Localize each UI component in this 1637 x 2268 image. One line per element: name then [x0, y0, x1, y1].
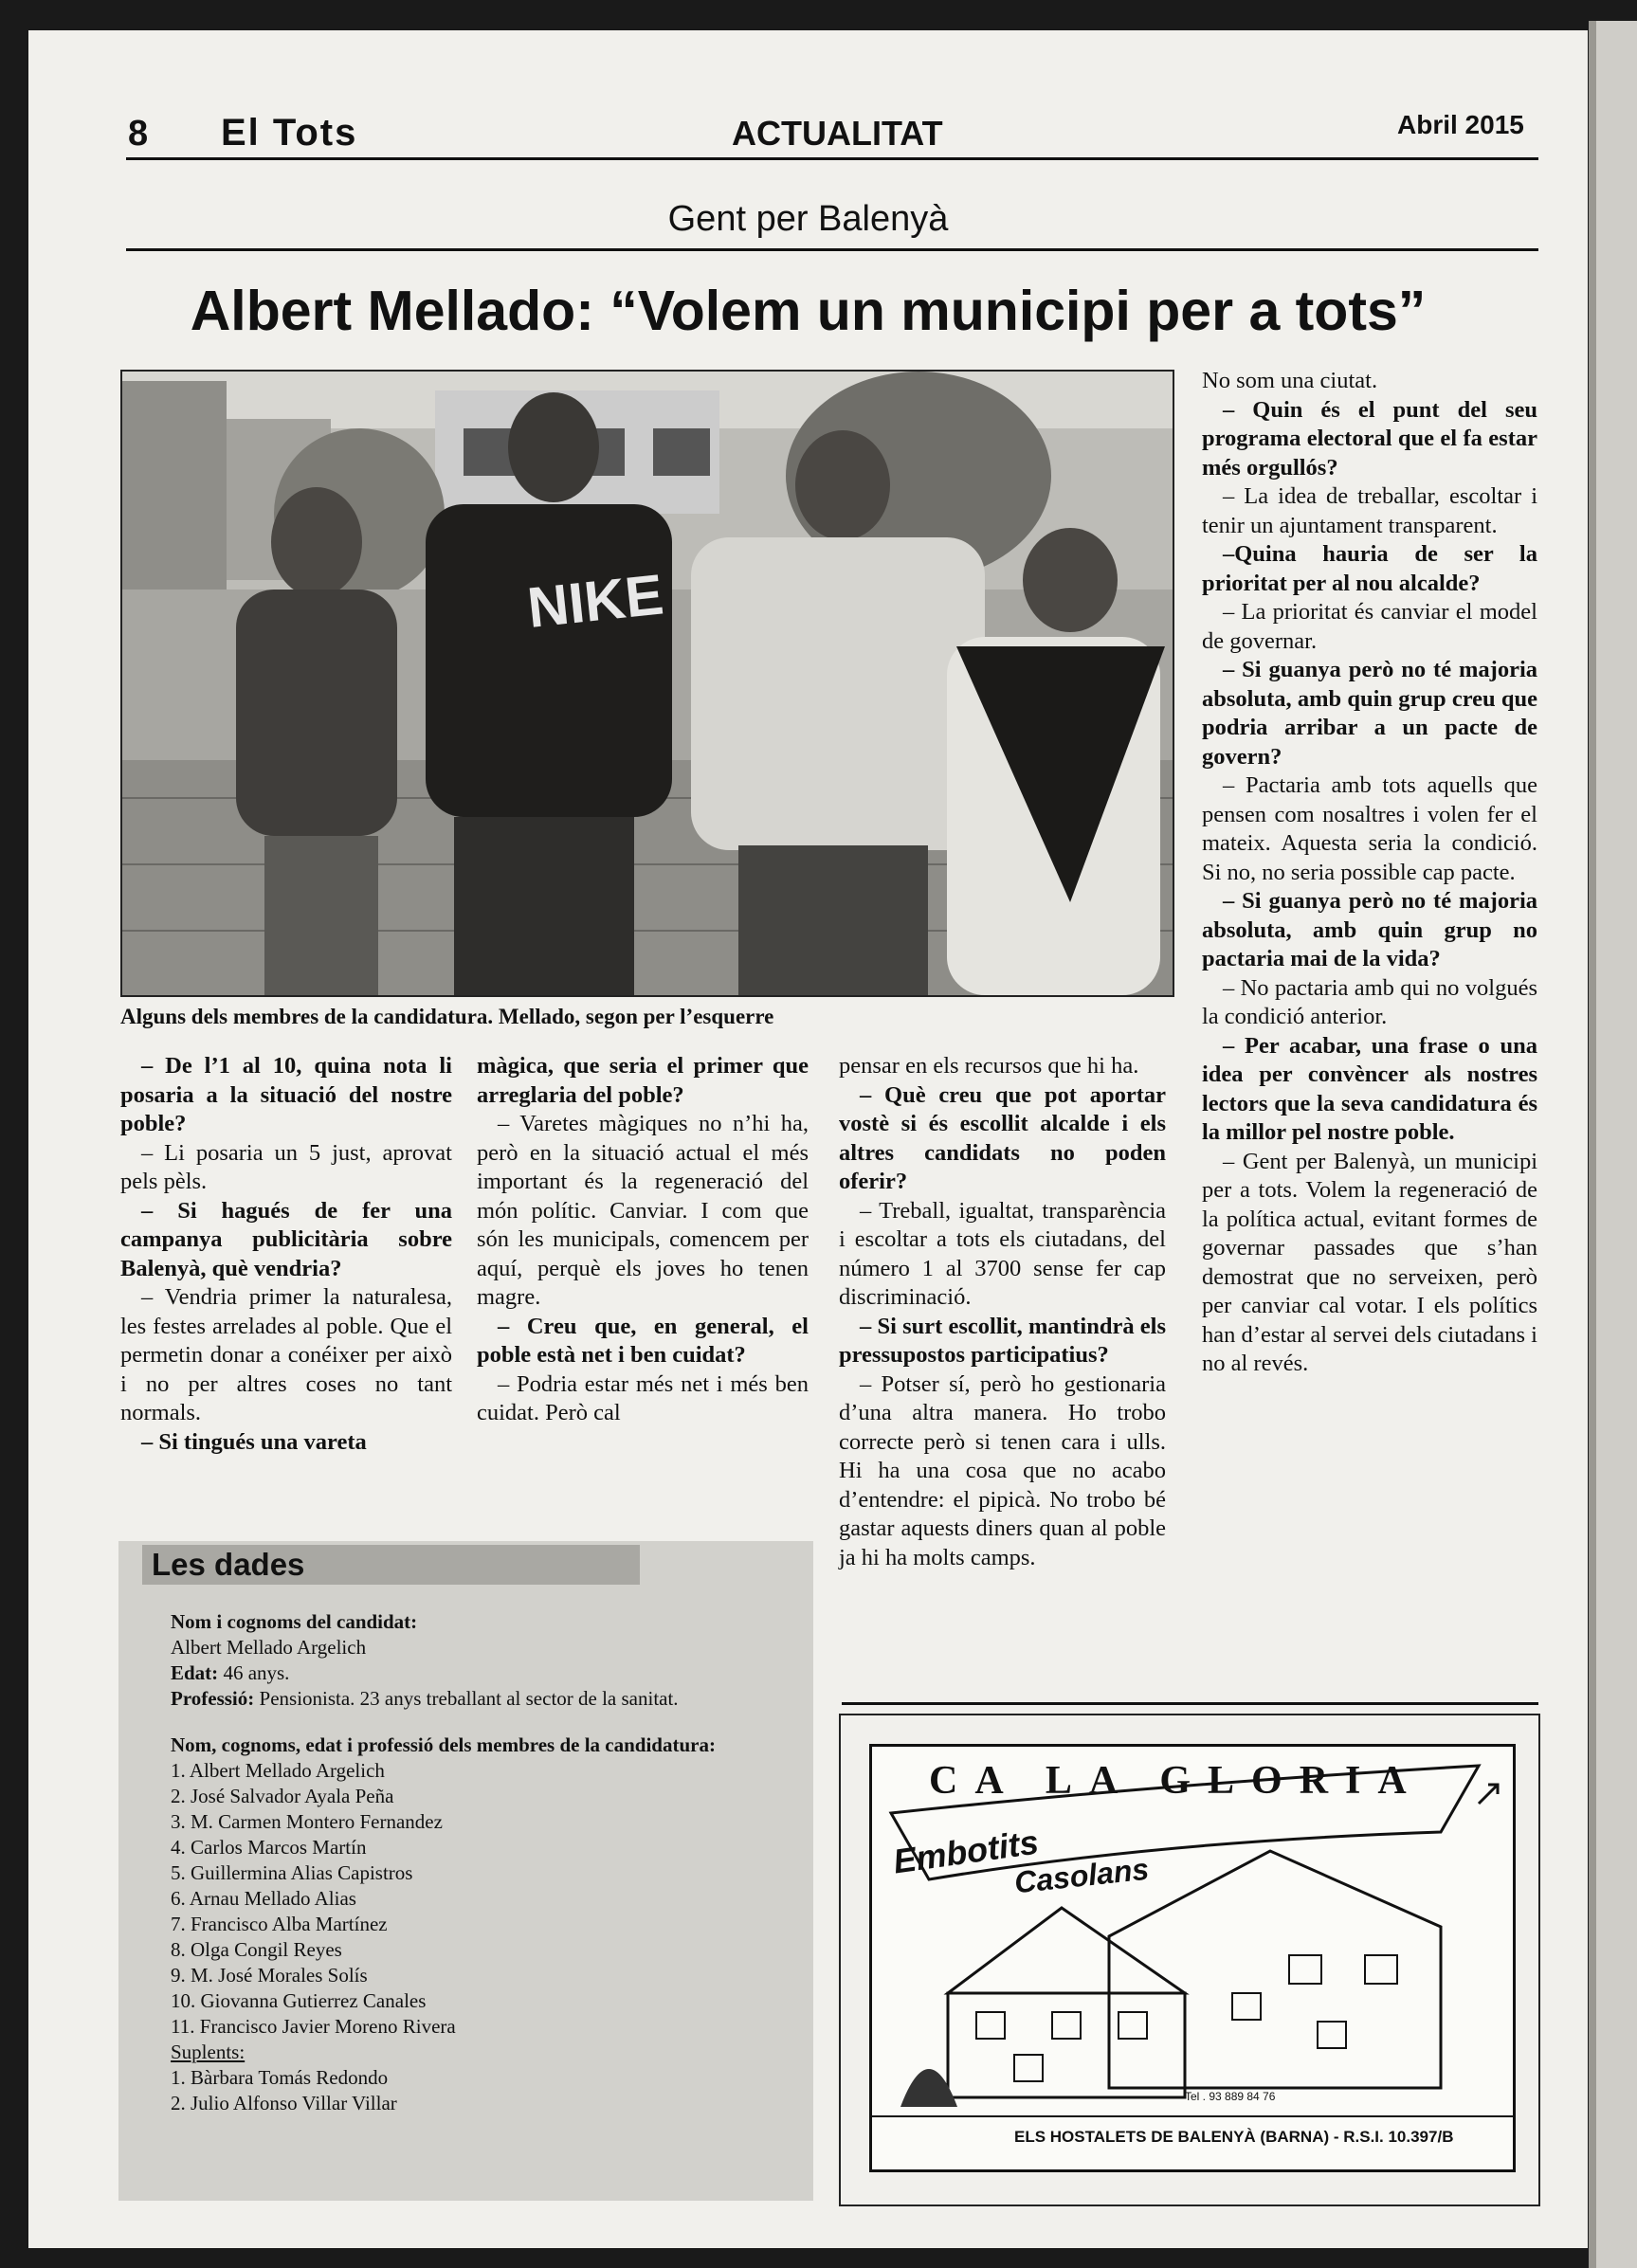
list-item: 2. Julio Alfonso Villar Villar	[171, 2092, 397, 2114]
substitutes-label: Suplents:	[171, 2041, 246, 2063]
answer: – La idea de treballar, escoltar i tenir un ajuntament transparent.	[1202, 483, 1537, 538]
party-subheader: Gent per Balenyà	[667, 199, 949, 239]
question: –Quina hauria de ser la prioritat per al nou alcalde?	[1202, 541, 1537, 596]
age-value: 46 anys.	[223, 1661, 290, 1684]
answer: – Podria estar més net i més ben cuidat. Però cal	[477, 1370, 809, 1425]
ad-telephone: Tel . 93 889 84 76	[1185, 2090, 1276, 2103]
candidate-name-label: Nom i cognoms del candidat:	[171, 1610, 418, 1633]
question: – Si surt escollit, mantindrà els pressupostos participatius?	[839, 1313, 1166, 1368]
question: – De l’1 al 10, quina nota li posaria a la situació del nostre poble?	[120, 1053, 452, 1136]
question: – Si guanya però no té majoria absoluta, amb quin grup no pactaria mai de la vida?	[1202, 888, 1537, 971]
data-box-body	[171, 1609, 716, 2116]
profession-label: Professió:	[171, 1687, 255, 1710]
photo-caption: Alguns dels membres de la candidatura. Mellado, segon per l’esquerre	[120, 1005, 774, 1028]
data-box-title-bar	[142, 1545, 640, 1585]
question: – Si guanya però no té majoria absoluta, amb quin grup creu que podria arribar a un pacte de govern?	[1202, 657, 1537, 770]
advertisement	[839, 1714, 1540, 2206]
ad-rule	[842, 1702, 1538, 1705]
answer: – Gent per Balenyà, un municipi per a tots. Volem la regeneració de la política actual, evitant formes de governar passades que s’han demostrat que no serveixen, però per canviar cal votar. I els polítics han d’estar al servei dels ciutadans i no al revés.	[1202, 1148, 1537, 1376]
question: màgica, que seria el primer que arreglaria del poble?	[477, 1053, 809, 1108]
answer: – Vendria primer la naturalesa, les festes arrelades al poble. Que el permetin donar a conéixer per això i no per altres coses no tant normals.	[120, 1284, 452, 1425]
article-column-3	[839, 1052, 1166, 1572]
list-item: 4. Carlos Marcos Martín	[171, 1836, 367, 1859]
shirt-logo: NIKE	[524, 562, 666, 640]
ad-subtitle-1: Embotits	[890, 1822, 1042, 1881]
ad-title: CA LA GLORIA	[929, 1759, 1424, 1803]
data-box-title: Les dades	[152, 1547, 305, 1582]
page-gutter-shadow	[1589, 21, 1596, 2268]
subheader-rule	[126, 248, 1538, 251]
ad-address: ELS HOSTALETS DE BALENYÀ (BARNA) - R.S.I. 10.397/B	[1014, 2128, 1454, 2146]
article-column-4	[1202, 367, 1537, 1379]
list-item: 1. Bàrbara Tomás Redondo	[171, 2066, 389, 2089]
answer: – Pactaria amb tots aquells que pensen com nosaltres i volen fer el mateix. Aquesta seria la condició. Si no, no seria possible cap pacte.	[1202, 772, 1537, 885]
question: – Què creu que pot aportar vostè si és escollit alcalde i els altres candidats no poden oferir?	[839, 1081, 1166, 1194]
newspaper-page	[28, 30, 1588, 2248]
members-label: Nom, cognoms, edat i professió dels membres de la candidatura:	[171, 1733, 716, 1756]
list-item: 11. Francisco Javier Moreno Rivera	[171, 2015, 456, 2038]
list-item: 7. Francisco Alba Martínez	[171, 1913, 388, 1935]
answer: – Varetes màgiques no n’hi ha, però en la situació actual el més important és la regeneració del món polític. Canviar. I com que són les municipals, comencem per aquí, perquè els joves ho tenen magre.	[477, 1111, 809, 1310]
profession-value: Pensionista. 23 anys treballant al sector de la sanitat.	[259, 1687, 679, 1710]
question: – Si tingués una vareta	[141, 1428, 367, 1455]
list-item: 8. Olga Congil Reyes	[171, 1938, 342, 1961]
list-item: 1. Albert Mellado Argelich	[171, 1759, 385, 1782]
age-label: Edat:	[171, 1661, 219, 1684]
list-item: 3. M. Carmen Montero Fernandez	[171, 1810, 443, 1833]
group-photo	[120, 370, 1174, 997]
article-column-1	[120, 1052, 452, 1457]
answer: – Potser sí, però ho gestionaria d’una altra manera. Ho trobo correcte però si tenen cara i ulls. Hi ha una cosa que no acabo d’entendre: el pipicà. No trobo bé gastar aquests diners quan al poble ja hi ha molts camps.	[839, 1370, 1166, 1570]
farmhouse-illustration	[872, 1747, 1513, 2169]
list-item: 6. Arnau Mellado Alias	[171, 1887, 356, 1910]
question: – Quin és el punt del seu programa electoral que el fa estar més orgullós?	[1202, 396, 1537, 481]
list-item: 2. José Salvador Ayala Peña	[171, 1785, 394, 1807]
issue-date: Abril 2015	[1397, 110, 1524, 139]
list-item: 10. Giovanna Gutierrez Canales	[171, 1989, 427, 2012]
answer: No som una ciutat.	[1202, 368, 1378, 393]
question: – Creu que, en general, el poble està net i ben cuidat?	[477, 1313, 809, 1368]
question: – Si hagués de fer una campanya publicitària sobre Balenyà, què vendria?	[120, 1197, 452, 1281]
answer: – La prioritat és canviar el model de governar.	[1202, 599, 1537, 654]
question: – Per acabar, una frase o una idea per convèncer als nostres lectors que la seva candidatura és la millor pel nostre poble.	[1202, 1032, 1537, 1145]
answer: – Treball, igualtat, transparència i escoltar a tots els ciutadans, del número 1 al 3700 sense fer cap discriminació.	[839, 1197, 1166, 1310]
list-item: 9. M. José Morales Solís	[171, 1964, 368, 1987]
section-name: ACTUALITAT	[732, 114, 943, 153]
ad-frame	[869, 1744, 1516, 2172]
header-rule	[126, 157, 1538, 160]
candidate-data-box	[118, 1541, 813, 2201]
publication-name: El Tots	[221, 112, 358, 154]
candidate-name: Albert Mellado Argelich	[171, 1636, 367, 1659]
article-column-2	[477, 1052, 809, 1428]
list-item: 5. Guillermina Alias Capistros	[171, 1861, 413, 1884]
ad-subtitle-2: Casolans	[1012, 1851, 1151, 1900]
answer: – No pactaria amb qui no volgués la condició anterior.	[1202, 974, 1537, 1029]
substitutes-list	[171, 2065, 716, 2116]
answer: pensar en els recursos que hi ha.	[839, 1053, 1139, 1079]
answer: – Li posaria un 5 just, aprovat pels pèls.	[120, 1139, 452, 1194]
members-list	[171, 1758, 716, 2040]
article-headline: Albert Mellado: “Volem un municipi per a tots”	[190, 280, 1427, 342]
page-number: 8	[128, 114, 149, 154]
